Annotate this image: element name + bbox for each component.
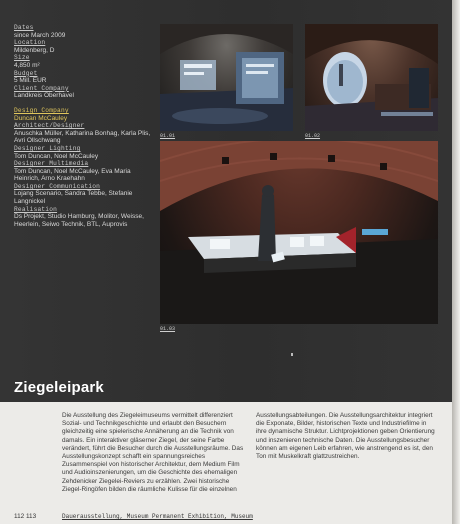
photo-brick-vault-drawing	[160, 141, 438, 324]
project-credits	[14, 24, 156, 228]
credit-label: Location	[14, 39, 46, 47]
credit-value: Mildenberg, D	[14, 46, 55, 54]
photo-caption: 01.01	[160, 133, 176, 139]
credit-label: Size	[14, 54, 30, 62]
photo-caption: 01.03	[160, 326, 176, 332]
credit-realisation	[14, 206, 156, 229]
body-column-1: Die Ausstellung des Ziegeleimuseums vermittelt differenziert Sozial- und Technikgeschichte und erlaubt den Besuchern gleichzeitig eine spielerische Annäherung an die Technik von damals. Ein interaktiver gläserner Ziegel, der seine Farbe verändert, führt die Besucher durch die Ausstellungsräume. Das Ausstellungskonzept schafft ein spannungsreiches Zusammenspiel von historischer Architektur, dem Medium Film und Audioinszenierungen, um die Geschichte des ehemaligen Zehdenicker Ziegelei-Reviers zu erzählen. Zwei historische Ziegel-Ringöfen bilden die räumliche Kulisse für die einzelnen	[62, 412, 244, 493]
credit-label: Dates	[14, 24, 34, 31]
credit-communication	[14, 183, 156, 206]
credit-label: Budget	[14, 69, 38, 77]
credit-label: Design Company	[14, 106, 69, 114]
credit-dates	[14, 24, 156, 39]
running-head: Dauerausstellung, Museum Permanent Exhibition, Museum	[62, 513, 253, 520]
credit-multimedia	[14, 160, 156, 183]
credit-location	[14, 39, 156, 54]
credit-value: Duncan McCauley	[14, 114, 68, 122]
decorative-mark	[291, 353, 293, 356]
credit-label: Client Company	[14, 84, 69, 92]
credit-value: Tom Duncan, Noel McCauley	[14, 152, 99, 160]
credit-label: Realisation	[14, 205, 58, 213]
credit-architect	[14, 122, 156, 145]
credit-client	[14, 85, 156, 100]
credit-design-company	[14, 107, 156, 122]
photo-kiln-tunnel-drawing	[305, 24, 438, 131]
credit-value: Anuschka Müller, Katharina Bonhag, Karla Plis, Avri Ollschwang	[14, 129, 151, 145]
credit-value: Lojang Scenario, Sandra Tebbe, Stefanie Langnickel	[14, 190, 133, 206]
credit-label: Designer Lighting	[14, 144, 81, 152]
credit-size	[14, 54, 156, 69]
photo-caption: 01.02	[305, 133, 321, 139]
credit-value: 5 Mill. EUR	[14, 77, 47, 85]
credit-label: Architect/Designer	[14, 122, 85, 130]
photo-exhibition-screens	[160, 24, 293, 131]
photo-exhibition-screens-drawing	[160, 24, 293, 131]
credit-value: Landkreis Oberhavel	[14, 92, 74, 100]
credit-value: Tom Duncan, Noel McCauley, Eva Maria Heinrich, Arno Kraehahn	[14, 167, 131, 183]
credit-value: Ds Projekt, Studio Hamburg, Molitor, Weisse, Heerlein, Seiwo Technik, BTL, Auprovis	[14, 213, 144, 228]
credit-label: Designer Multimedia	[14, 160, 89, 168]
page-title: Ziegeleipark	[14, 379, 104, 396]
page-numbers: 112 113	[14, 513, 37, 520]
credit-value: since March 2009	[14, 31, 66, 39]
photo-kiln-tunnel	[305, 24, 438, 131]
credit-budget	[14, 70, 156, 85]
credit-value: 4,850 m²	[14, 61, 40, 69]
spacer	[14, 100, 156, 107]
photo-brick-vault	[160, 141, 438, 324]
credit-lighting	[14, 145, 156, 160]
book-spine-shadow	[452, 0, 460, 524]
body-column-2: Ausstellungsabteilungen. Die Ausstellungsarchitektur integriert die Exponate, Bilder, historischen Texte und Industriefilme in ihre dynamische Struktur. Lichtprojektionen geben Orientierung und inszenieren technische Daten. Die Ausstellungsbesucher können am eigenen Leib erfahren, wie anstrengend es ist, den Ton mit Muskelkraft glattzustreichen.	[256, 412, 435, 461]
credit-label: Designer Communication	[14, 182, 101, 190]
